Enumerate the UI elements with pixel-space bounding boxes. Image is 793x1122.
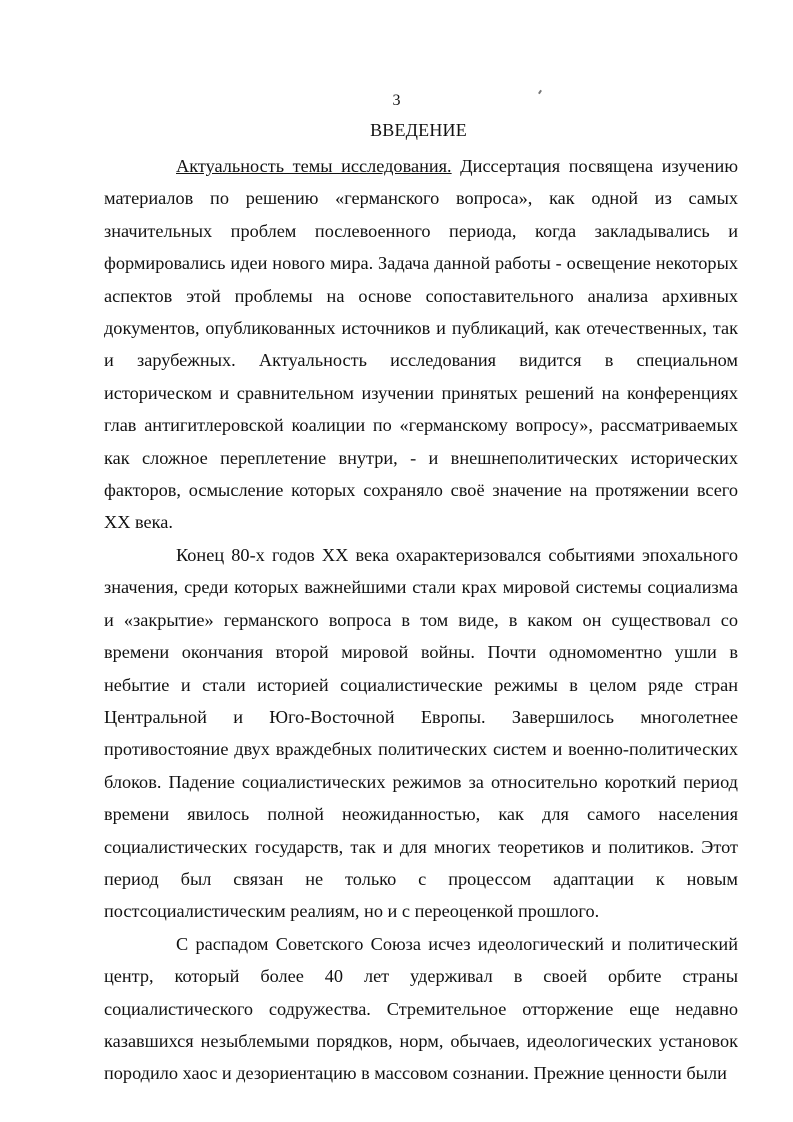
section-heading: ВВЕДЕНИЕ: [370, 120, 467, 140]
paragraph-ussr-collapse: С распадом Советского Союза исчез идеологический и политический центр, который более 40 лет удерживал в своей орбите страны социалистического содружества. Стремительное отторжение еще недавно казавшихся незыблемыми порядков, норм, обычаев, идеологических установок породило хаос и дезориентацию в массовом сознании. Прежние ценности были: [104, 933, 738, 1084]
paragraph-relevance: [104, 150, 738, 539]
paragraph-late-80s: Конец 80-х годов XX века охарактеризовался событиями эпохального значения, среди которых важнейшими стали крах мировой системы социализма и «закрытие» германского вопроса в том виде, в каком он существовал со времени окончания второй мировой войны. Почти одномоментно ушли в небытие и стали историей социалистические режимы в целом ряде стран Центральной и Юго-Восточной Европы. Завершилось многолетнее противостояние двух враждебных политических систем и военно-политических блоков. Падение социалистических режимов за относительно короткий период времени явилось полной неожиданностью, как для самого населения социалистических государств, так и для многих теоретиков и политиков. Этот период был связан не только с процессом адаптации к новым постсоциалистическим реалиям, но и с переоценкой прошлого.: [104, 544, 738, 922]
body-text: [104, 150, 738, 1090]
relevance-lead: Актуальность темы исследования.: [176, 156, 452, 176]
page-number: 3: [392, 92, 401, 109]
relevance-text: Диссертация посвящена изучению материалов по решению «германского вопроса», как одной из самых значительных проблем послевоенного периода, когда закладывались и формировались идеи нового мира. Задача данной работы - освещение некоторых аспектов этой проблемы на основе сопоставительного анализа архивных документов, опубликованных источников и публикаций, как отечественных, так и зарубежных. Актуальность исследования видится в специальном историческом и сравнительном изучении принятых решений на конференциях глав антигитлеровской коалиции по «германскому вопросу», рассматриваемых как сложное переплетение внутри, - и внешнеполитических исторических факторов, осмысление которых сохраняло своё значение на протяжении всего XX века.: [104, 156, 739, 533]
